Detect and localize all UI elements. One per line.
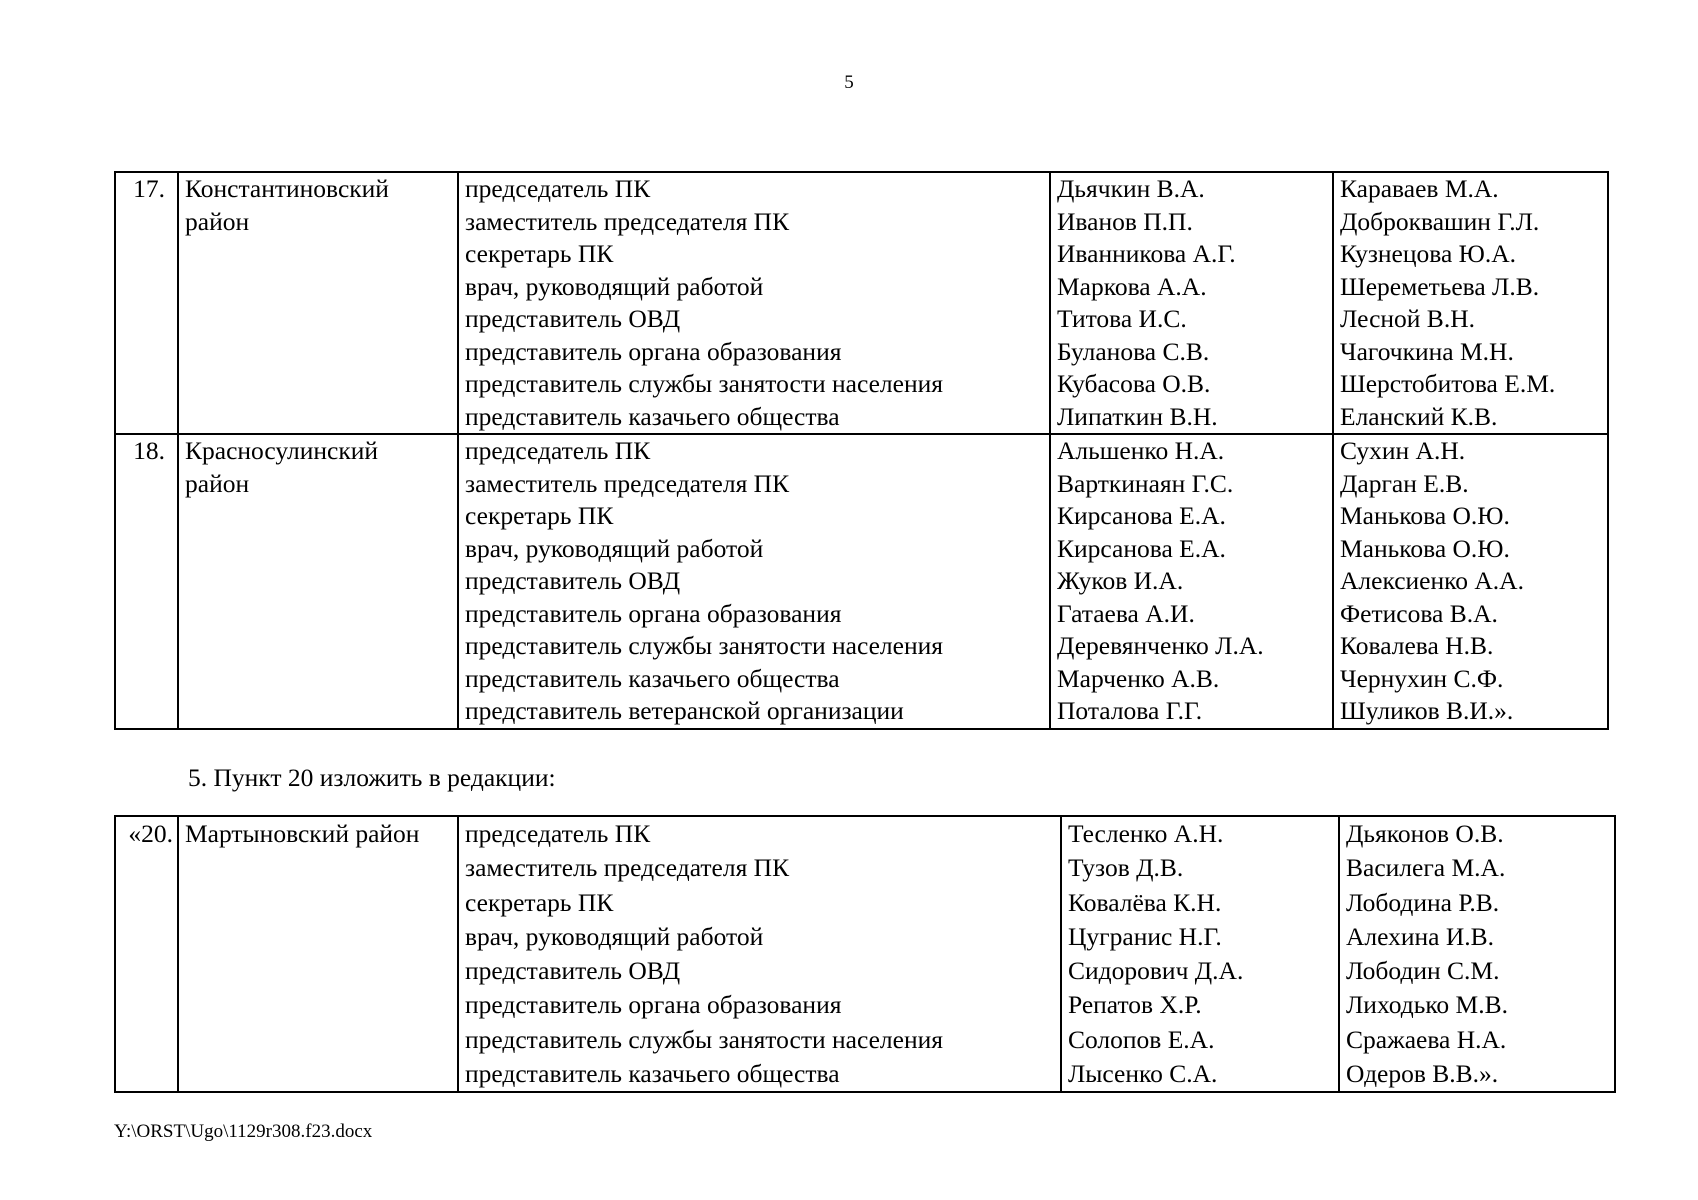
cell-line: Шуликов В.И.». <box>1340 696 1514 725</box>
cell-line: Кубасова О.В. <box>1057 369 1211 398</box>
cell-line: представитель службы занятости населения <box>465 369 943 398</box>
cell-line: секретарь ПК <box>465 887 614 917</box>
cell-line: Доброквашин Г.Л. <box>1340 206 1540 236</box>
reserve-cell <box>1339 816 1615 1092</box>
cell-line: секретарь ПК <box>465 501 614 530</box>
reserve-cell <box>1333 434 1608 729</box>
cell-line: Чагочкина М.Н. <box>1340 336 1514 366</box>
cell-line: Лесной В.Н. <box>1340 304 1475 333</box>
cell-line: представитель ОВД <box>465 956 681 986</box>
cell-line: представитель органа образования <box>465 598 842 628</box>
table-row <box>115 434 1608 729</box>
cell-line: Ковалёва К.Н. <box>1068 887 1222 917</box>
cell-line: Тесленко А.Н. <box>1068 819 1224 848</box>
member-cell <box>1061 816 1339 1092</box>
cell-line: представитель ОВД <box>465 304 681 333</box>
cell-line: Поталова Г.Г. <box>1057 696 1203 725</box>
cell-line: Сражаева Н.А. <box>1346 1024 1507 1054</box>
file-path-footer: Y:\ORST\Ugo\1129r308.f23.docx <box>114 1121 373 1142</box>
cell-line: Лободина Р.В. <box>1346 887 1500 917</box>
cell-line: Альшенко Н.А. <box>1057 436 1225 465</box>
cell-line: врач, руководящий работой <box>465 533 764 563</box>
cell-line: Кирсанова Е.А. <box>1057 501 1226 530</box>
cell-line: Деревянченко Л.А. <box>1057 631 1264 660</box>
cell-line: Одеров В.В.». <box>1346 1059 1499 1089</box>
page-number: 5 <box>844 72 854 93</box>
position-cell <box>458 816 1061 1092</box>
cell-line: Мартыновский район <box>185 819 420 848</box>
cell-line: Титова И.С. <box>1057 304 1187 333</box>
district-cell <box>178 434 458 729</box>
cell-line: представитель службы занятости населения <box>465 1024 943 1054</box>
cell-line: Лысенко С.А. <box>1068 1059 1218 1089</box>
position-cell <box>458 434 1050 729</box>
cell-line: Василега М.А. <box>1346 853 1506 883</box>
row-number <box>115 816 178 1092</box>
cell-line: Иванов П.П. <box>1057 206 1193 236</box>
row-number-text: «20. <box>128 819 173 848</box>
table-row <box>115 172 1608 434</box>
cell-line: Цугранис Н.Г. <box>1068 921 1222 951</box>
committee-table-1 <box>114 171 1609 730</box>
cell-line: Гатаева А.И. <box>1057 598 1195 628</box>
cell-line: представитель казачьего общества <box>465 1059 840 1089</box>
cell-line: Фетисова В.А. <box>1340 598 1498 628</box>
cell-line: Чернухин С.Ф. <box>1340 663 1504 693</box>
cell-line: Солопов Е.А. <box>1068 1024 1215 1054</box>
cell-line: представитель ветеранской организации <box>465 696 904 725</box>
cell-line: Еланский К.В. <box>1340 401 1498 431</box>
cell-line: Жуков И.А. <box>1057 566 1184 595</box>
row-number-text: 17. <box>133 174 165 203</box>
row-number-text: 18. <box>133 436 165 465</box>
cell-line: Красносулинский <box>185 436 379 465</box>
cell-line: Варткинаян Г.С. <box>1057 468 1234 498</box>
cell-line: Липаткин В.Н. <box>1057 401 1218 431</box>
cell-line: Шереметьева Л.В. <box>1340 271 1540 301</box>
cell-line: представитель органа образования <box>465 990 842 1020</box>
position-cell <box>458 172 1050 434</box>
cell-line: Маркова А.А. <box>1057 271 1207 301</box>
cell-line: представитель казачьего общества <box>465 663 840 693</box>
cell-line: Караваев М.А. <box>1340 174 1499 203</box>
cell-line: председатель ПК <box>465 436 651 465</box>
cell-line: Алехина И.В. <box>1346 921 1495 951</box>
cell-line: Сухин А.Н. <box>1340 436 1466 465</box>
cell-line: Константиновский <box>185 174 389 203</box>
cell-line: заместитель председателя ПК <box>465 468 790 498</box>
cell-line: Лободин С.М. <box>1346 956 1500 986</box>
cell-line: район <box>185 468 250 498</box>
cell-line: Дарган Е.В. <box>1340 468 1469 498</box>
amendment-paragraph: 5. Пункт 20 изложить в редакции: <box>188 763 556 792</box>
cell-line: Манькова О.Ю. <box>1340 533 1510 563</box>
cell-line: Репатов Х.Р. <box>1068 990 1202 1020</box>
cell-line: Кирсанова Е.А. <box>1057 533 1226 563</box>
cell-line: представитель ОВД <box>465 566 681 595</box>
cell-line: председатель ПК <box>465 174 651 203</box>
table-row <box>115 816 1615 1092</box>
cell-line: Лиходько М.В. <box>1346 990 1508 1020</box>
cell-line: район <box>185 206 250 236</box>
cell-line: Буланова С.В. <box>1057 336 1210 366</box>
cell-line: Манькова О.Ю. <box>1340 501 1510 530</box>
cell-line: представитель службы занятости населения <box>465 631 943 660</box>
cell-line: Кузнецова Ю.А. <box>1340 239 1517 268</box>
member-cell <box>1050 172 1333 434</box>
cell-line: заместитель председателя ПК <box>465 206 790 236</box>
cell-line: Иванникова А.Г. <box>1057 239 1236 268</box>
cell-line: Дьячкин В.А. <box>1057 174 1205 203</box>
cell-line: Дьяконов О.В. <box>1346 819 1504 848</box>
district-cell <box>178 816 458 1092</box>
district-cell <box>178 172 458 434</box>
cell-line: Шерстобитова Е.М. <box>1340 369 1556 398</box>
reserve-cell <box>1333 172 1608 434</box>
cell-line: Марченко А.В. <box>1057 663 1220 693</box>
cell-line: Ковалева Н.В. <box>1340 631 1494 660</box>
member-cell <box>1050 434 1333 729</box>
cell-line: Алексиенко А.А. <box>1340 566 1524 595</box>
cell-line: Сидорович Д.А. <box>1068 956 1244 986</box>
cell-line: заместитель председателя ПК <box>465 853 790 883</box>
committee-table-2 <box>114 815 1616 1093</box>
cell-line: врач, руководящий работой <box>465 271 764 301</box>
cell-line: врач, руководящий работой <box>465 921 764 951</box>
cell-line: секретарь ПК <box>465 239 614 268</box>
row-number <box>115 434 178 729</box>
cell-line: представитель органа образования <box>465 336 842 366</box>
cell-line: председатель ПК <box>465 819 651 848</box>
cell-line: Тузов Д.В. <box>1068 853 1184 883</box>
cell-line: представитель казачьего общества <box>465 401 840 431</box>
row-number <box>115 172 178 434</box>
